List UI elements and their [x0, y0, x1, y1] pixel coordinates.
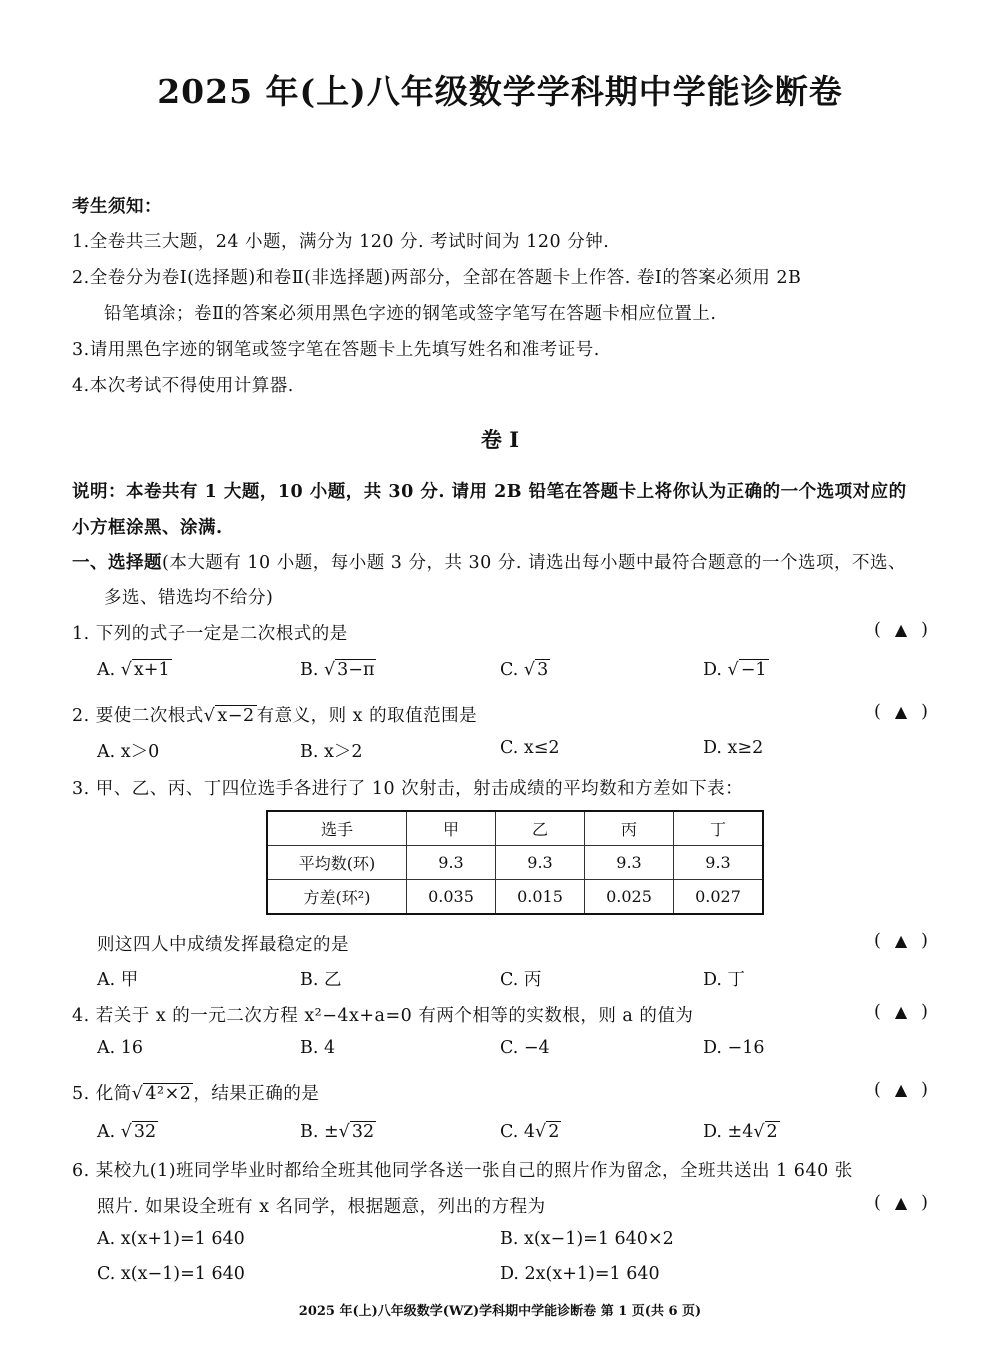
notice-item-3: 3.请用黑色字迹的钢笔或签字笔在答题卡上先填写姓名和准考证号.: [72, 340, 600, 360]
notice-item-2-cont: 铅笔填涂；卷Ⅱ的答案必须用黑色字迹的钢笔或签字笔写在答题卡相应位置上.: [104, 304, 717, 324]
answer-mark-2: ▲: [894, 702, 908, 721]
option-5c: C. 4√ 2: [500, 1122, 560, 1142]
page-title: 2025 年(上)八年级数学学科期中学能诊断卷: [157, 72, 843, 111]
option-3d: D. 丁: [703, 970, 746, 990]
question-2-stem: 2. 要使二次根式√ x−2 有意义，则 x 的取值范围是: [72, 706, 478, 726]
table-cell: 9.3: [585, 846, 674, 880]
answer-paren-4: ( ▲ ): [874, 1002, 928, 1022]
option-6c: C. x(x−1)=1 640: [97, 1264, 245, 1284]
answer-mark-3: ▲: [894, 931, 908, 950]
question-4-stem: 4. 若关于 x 的一元二次方程 x²−4x+a=0 有两个相等的实数根，则 a 的值为: [72, 1006, 694, 1026]
table-cell: 0.027: [674, 880, 764, 915]
option-2d: D. x≥2: [703, 738, 764, 758]
table-row: [267, 811, 763, 846]
option-3b: B. 乙: [300, 970, 342, 990]
question-6-stem-2: 照片. 如果设全班有 x 名同学，根据题意，列出的方程为: [97, 1197, 546, 1217]
table-cell: 0.035: [407, 880, 496, 915]
answer-paren-5: ( ▲ ): [874, 1080, 928, 1100]
part-desc: (本大题有 10 小题，每小题 3 分，共 30 分. 请选出每小题中最符合题意的一个选项，不选、: [162, 553, 906, 573]
option-1a: A. √ x+1: [97, 660, 170, 680]
option-6b: B. x(x−1)=1 640×2: [500, 1229, 674, 1249]
score-table: [266, 810, 764, 915]
table-row: [267, 846, 763, 880]
option-4a: A. 16: [97, 1038, 144, 1058]
table-cell: 0.015: [496, 880, 585, 915]
table-cell: 乙: [496, 811, 585, 846]
table-cell: 0.025: [585, 880, 674, 915]
option-4b: B. 4: [300, 1038, 336, 1058]
option-6a: A. x(x+1)=1 640: [97, 1229, 245, 1249]
option-6d: D. 2x(x+1)=1 640: [500, 1264, 660, 1284]
notice-heading: 考生须知：: [72, 197, 162, 217]
page-footer: 2025 年(上)八年级数学(WZ)学科期中学能诊断卷 第 1 页(共 6 页): [298, 1304, 702, 1319]
table-cell: 平均数(环): [267, 846, 407, 880]
part-heading-line: [72, 549, 906, 574]
part-heading: 一、选择题: [72, 553, 162, 573]
answer-mark-5: ▲: [894, 1080, 908, 1099]
option-5b: B. ±√ 32: [300, 1122, 375, 1142]
table-cell: 9.3: [496, 846, 585, 880]
option-2b: B. x＞2: [300, 742, 363, 762]
table-cell: 选手: [267, 811, 407, 846]
question-5-stem: 5. 化简√ 4²×2 ，结果正确的是: [72, 1084, 320, 1104]
option-4c: C. −4: [500, 1038, 550, 1058]
option-2a: A. x＞0: [97, 742, 160, 762]
notice-item-1: 1.全卷共三大题，24 小题，满分为 120 分. 考试时间为 120 分钟.: [72, 232, 610, 252]
table-row: [267, 880, 763, 915]
question-1-stem: 1. 下列的式子一定是二次根式的是: [72, 624, 348, 644]
section-instructions-2: 小方框涂黑、涂满.: [72, 518, 223, 538]
answer-paren-1: ( ▲ ): [874, 620, 928, 640]
option-5d: D. ±4√ 2: [703, 1122, 778, 1142]
answer-paren-2: ( ▲ ): [874, 702, 928, 722]
answer-mark-4: ▲: [894, 1002, 908, 1021]
option-1c: C. √ 3: [500, 660, 549, 680]
answer-mark-1: ▲: [894, 620, 908, 639]
notice-item-2: 2.全卷分为卷Ⅰ(选择题)和卷Ⅱ(非选择题)两部分，全部在答题卡上作答. 卷Ⅰ的答案必须用 2B: [72, 268, 802, 288]
table-cell: 9.3: [407, 846, 496, 880]
section-instructions-1: 说明：本卷共有 1 大题，10 小题，共 30 分. 请用 2B 铅笔在答题卡上将你认为正确的一个选项对应的: [72, 482, 907, 502]
table-cell: 9.3: [674, 846, 764, 880]
notice-item-4: 4.本次考试不得使用计算器.: [72, 376, 294, 396]
option-3a: A. 甲: [97, 970, 139, 990]
answer-mark-6: ▲: [894, 1193, 908, 1212]
question-6-stem-1: 6. 某校九(1)班同学毕业时都给全班其他同学各送一张自己的照片作为留念，全班共送出 1 640 张: [72, 1161, 853, 1181]
table-cell: 方差(环²): [267, 880, 407, 915]
answer-paren-3: ( ▲ ): [874, 931, 928, 951]
option-4d: D. −16: [703, 1038, 765, 1058]
table-cell: 丙: [585, 811, 674, 846]
part-desc-2: 多选、错选均不给分): [104, 588, 274, 608]
table-cell: 丁: [674, 811, 764, 846]
option-1d: D. √ −1: [703, 660, 767, 680]
option-2c: C. x≤2: [500, 738, 560, 758]
option-1b: B. √ 3−π: [300, 660, 375, 680]
option-3c: C. 丙: [500, 970, 542, 990]
question-3-stem-2: 则这四人中成绩发挥最稳定的是: [97, 935, 349, 955]
section-title: 卷 Ⅰ: [480, 427, 520, 452]
table-cell: 甲: [407, 811, 496, 846]
option-5a: A. √ 32: [97, 1122, 157, 1142]
answer-paren-6: ( ▲ ): [874, 1193, 928, 1213]
question-3-stem: 3. 甲、乙、丙、丁四位选手各进行了 10 次射击，射击成绩的平均数和方差如下表：: [72, 779, 744, 799]
